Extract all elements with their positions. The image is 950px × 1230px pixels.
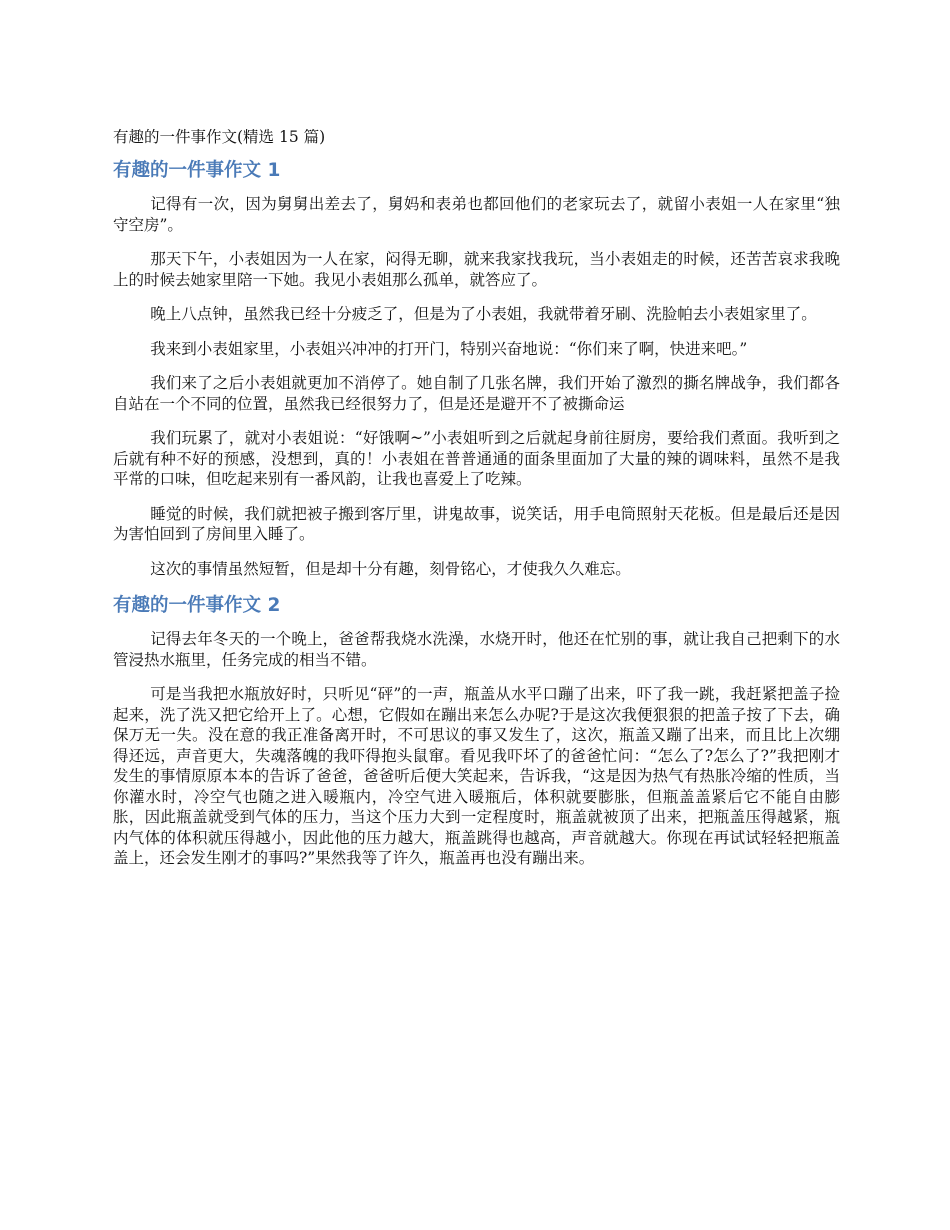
paragraph: 晚上八点钟，虽然我已经十分疲乏了，但是为了小表姐，我就带着牙刷、洗脸帕去小表姐家里了。 <box>150 305 817 323</box>
section-heading-2: 有趣的一件事作文 2 <box>113 595 281 616</box>
paragraph: 记得有一次，因为舅舅出差去了，舅妈和表弟也都回他们的老家玩去了，就留小表姐一人在家里“独守空房”。 <box>113 195 840 234</box>
paragraph: 我们来了之后小表姐就更加不消停了。她自制了几张名牌，我们开始了激烈的撕名牌战争，我们都各自站在一个不同的位置，虽然我已经很努力了，但是还是避开不了被撕命运 <box>113 374 840 413</box>
paragraph: 睡觉的时候，我们就把被子搬到客厅里，讲鬼故事，说笑话，用手电筒照射天花板。但是最后还是因为害怕回到了房间里入睡了。 <box>113 504 840 543</box>
paragraph: 记得去年冬天的一个晚上，爸爸帮我烧水洗澡，水烧开时，他还在忙别的事，就让我自己把剩下的水管浸热水瓶里，任务完成的相当不错。 <box>113 630 840 669</box>
paragraph: 那天下午，小表姐因为一人在家，闷得无聊，就来我家找我玩，当小表姐走的时候，还苦苦哀求我晚上的时候去她家里陪一下她。我见小表姐那么孤单，就答应了。 <box>113 250 840 289</box>
paragraph: 可是当我把水瓶放好时，只听见“砰”的一声，瓶盖从水平口蹦了出来，吓了我一跳，我赶紧把盖子捡起来，洗了洗又把它给开上了。心想，它假如在蹦出来怎么办呢?于是这次我便狠狠的把盖子按了下去，确保万无一失。没在意的我正准备离开时，不可思议的事又发生了，这次，瓶盖又蹦了出来，而且比上次绷得还远，声音更大，失魂落魄的我吓得抱头鼠窜。看见我吓坏了的爸爸忙问：“怎么了?怎么了?”我把刚才发生的事情原原本本的告诉了爸爸，爸爸听后便大笑起来，告诉我，“这是因为热气有热胀冷缩的性质，当你灌水时，冷空气也随之进入暖瓶内，冷空气进入暖瓶后，体积就要膨胀，但瓶盖盖紧后它不能自由膨胀，因此瓶盖就受到气体的压力，当这个压力大到一定程度时，瓶盖就被顶了出来，把瓶盖压得越紧，瓶内气体的体积就压得越小，因此他的压力越大，瓶盖跳得也越高，声音就越大。你现在再试试轻轻把瓶盖盖上，还会发生刚才的事吗?”果然我等了许久，瓶盖再也没有蹦出来。 <box>113 685 840 867</box>
essay-section-2 <box>113 593 840 869</box>
paragraph: 我来到小表姐家里，小表姐兴冲冲的打开门，特别兴奋地说：“你们来了啊，快进来吧。” <box>150 339 748 358</box>
paragraph: 我们玩累了，就对小表姐说：“好饿啊~”小表姐听到之后就起身前往厨房，要给我们煮面。我听到之后就有种不好的预感，没想到，真的！小表姐在普普通通的面条里面加了大量的辣的调味料，虽然不是我平常的口味，但吃起来别有一番风韵，让我也喜爱上了吃辣。 <box>113 429 840 488</box>
document-content <box>113 126 840 883</box>
essay-section-1 <box>113 158 840 579</box>
document-title: 有趣的一件事作文(精选 15 篇) <box>113 128 326 146</box>
section-heading-1: 有趣的一件事作文 1 <box>113 160 281 181</box>
paragraph: 这次的事情虽然短暂，但是却十分有趣，刻骨铭心，才使我久久难忘。 <box>150 559 631 578</box>
